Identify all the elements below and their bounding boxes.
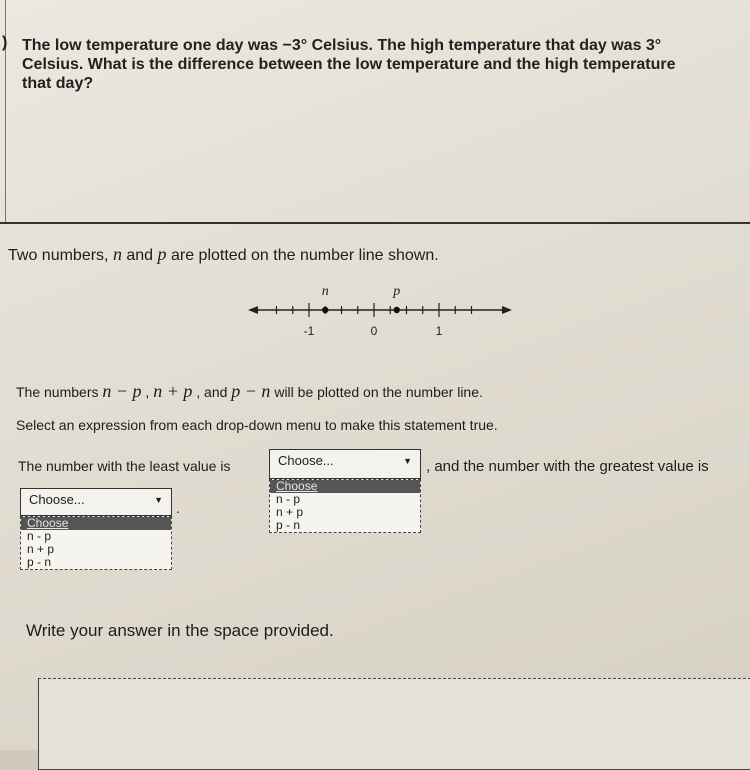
point-p: [394, 307, 400, 313]
option-n-minus-p[interactable]: n - p: [276, 492, 301, 506]
number-line: [240, 278, 520, 348]
intro-and: and: [121, 247, 158, 264]
option-choose[interactable]: Choose: [270, 480, 420, 493]
statement-suffix: will be plotted on the number line.: [270, 384, 483, 400]
write-answer-prompt: Write your answer in the space provided.: [26, 621, 334, 640]
section-divider: [0, 222, 750, 224]
question-1-text: The low temperature one day was −3° Celsius. The high temperature that day was 3° Celsius. What is the difference between the low temperature and the high temperature that day?: [22, 37, 676, 92]
option-n-minus-p[interactable]: n - p: [27, 529, 52, 543]
option-p-minus-n[interactable]: p - n: [27, 555, 52, 569]
expr-n-minus-p: n − p: [102, 381, 142, 401]
intro-prefix: Two numbers,: [8, 247, 113, 264]
statement-period: .: [176, 500, 180, 516]
statement-prefix: The numbers: [16, 384, 103, 400]
var-n: n: [112, 244, 122, 264]
dropdown-selected: Choose...: [29, 492, 85, 507]
tick-label: 1: [435, 324, 443, 338]
chevron-down-icon: ▼: [403, 456, 412, 466]
tick-label: 0: [370, 324, 378, 338]
least-value-label: The number with the least value is: [18, 458, 231, 474]
greatest-value-options: [269, 479, 421, 533]
expressions-statement: [16, 381, 483, 402]
point-label-p: p: [393, 284, 401, 299]
least-value-options: [20, 516, 172, 570]
option-n-plus-p[interactable]: n + p: [276, 505, 304, 519]
sep-1: ,: [141, 384, 154, 400]
expr-n-plus-p: n + p: [153, 381, 193, 401]
greatest-value-label: , and the number with the greatest value is: [426, 458, 709, 475]
tick-label: -1: [303, 324, 315, 338]
dropdown-selected: Choose...: [278, 453, 334, 468]
arrow-left-icon: [248, 306, 258, 314]
instruction-text: Select an expression from each drop-down menu to make this statement true.: [16, 417, 498, 433]
question-2-intro: [8, 244, 439, 265]
chevron-down-icon: ▼: [154, 495, 163, 505]
option-n-plus-p[interactable]: n + p: [27, 542, 55, 556]
expr-p-minus-n: p − n: [231, 381, 271, 401]
var-p: p: [157, 244, 167, 264]
question-1-bullet: ): [2, 34, 8, 51]
answer-input-box[interactable]: [38, 678, 750, 770]
sep-2: , and: [192, 384, 232, 400]
arrow-right-icon: [502, 306, 512, 314]
point-n: [322, 307, 328, 313]
point-label-n: n: [321, 284, 329, 299]
greatest-value-dropdown[interactable]: [269, 449, 421, 479]
option-p-minus-n[interactable]: p - n: [276, 518, 301, 532]
option-choose[interactable]: Choose: [21, 517, 171, 530]
intro-suffix: are plotted on the number line shown.: [166, 247, 439, 264]
least-value-dropdown[interactable]: [20, 488, 172, 516]
